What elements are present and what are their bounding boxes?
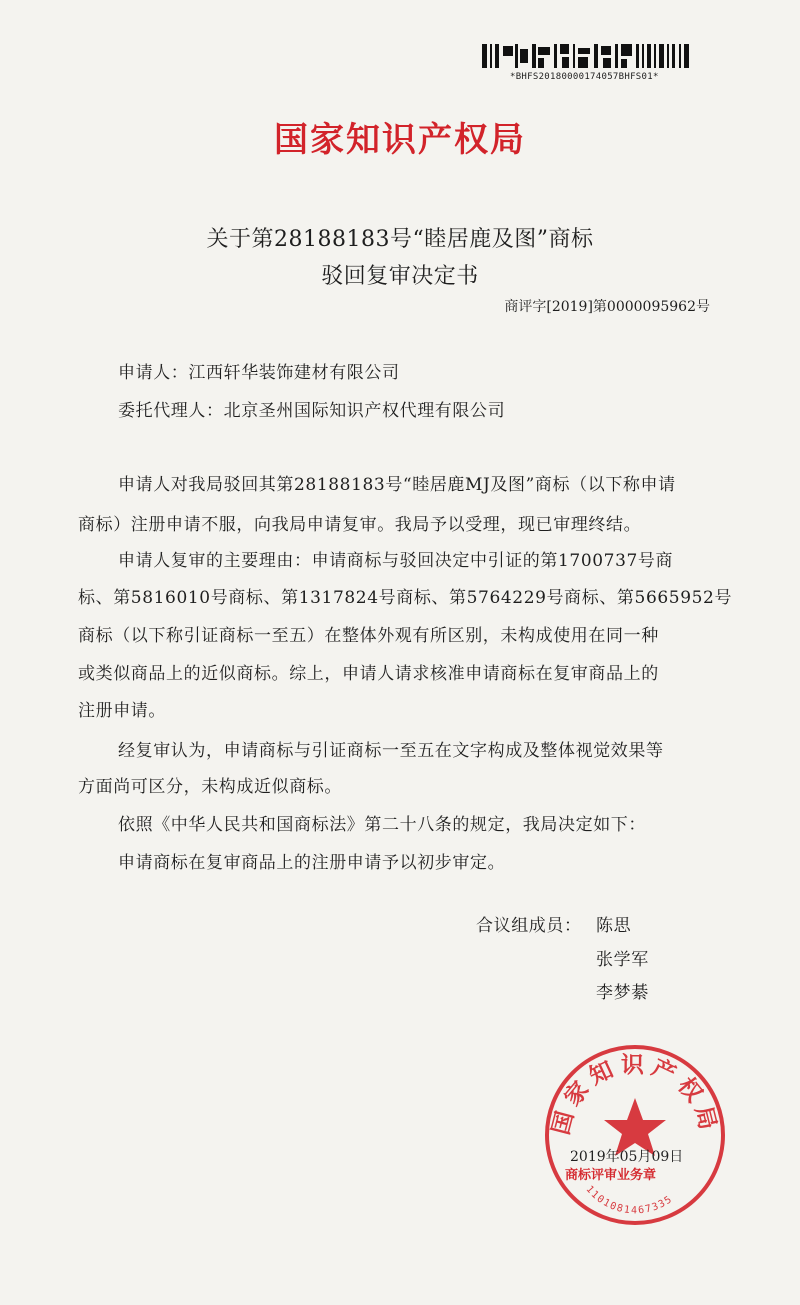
agent-line: 委托代理人：北京圣州国际知识产权代理有限公司 [118,401,506,421]
official-seal [540,1040,730,1230]
body-line: 商标（以下称引证商标一至五）在整体外观有所区别，未构成使用在同一种 [78,626,659,646]
decision-title-line-1: 关于第28188183号“睦居鹿及图”商标 [206,227,594,252]
body-line: 方面尚可区分，未构成近似商标。 [78,777,342,797]
seal-arc-text: 国家知识产权局 [548,1052,722,1139]
body-line: 申请商标在复审商品上的注册申请予以初步审定。 [118,853,506,873]
seal-date: 2019年05月09日 [570,1149,684,1165]
panel-label: 合议组成员： [476,916,582,936]
panel-member: 李梦綦 [596,983,649,1003]
body-line: 申请人复审的主要理由：申请商标与驳回决定中引证的第1700737号商 [118,551,674,571]
svg-text:1101081467335 [583,1184,675,1216]
body-line: 申请人对我局驳回其第28188183号“睦居鹿MJ及图”商标（以下称申请 [118,475,676,495]
barcode-number: *BHFS20180000174057BHFS01* [510,72,659,82]
panel-member: 张学军 [596,950,649,970]
body-line: 依照《中华人民共和国商标法》第二十八条的规定，我局决定如下： [118,815,646,835]
applicant-line: 申请人：江西轩华装饰建材有限公司 [118,363,400,383]
body-line: 商标）注册申请不服，向我局申请复审。我局予以受理，现已审理终结。 [78,515,642,535]
barcode [482,44,692,68]
agency-title: 国家知识产权局 [274,120,526,160]
seal-code: 1101081467335 [583,1183,676,1217]
panel-member: 陈思 [596,916,632,936]
reference-number: 商评字[2019]第0000095962号 [504,299,710,315]
body-line: 经复审认为，申请商标与引证商标一至五在文字构成及整体视觉效果等 [118,741,664,761]
body-line: 注册申请。 [78,701,166,721]
body-line: 标、第5816010号商标、第1317824号商标、第5764229号商标、第5665952号 [78,588,733,608]
seal-office-text: 商标评审业务章 [565,1168,657,1183]
body-line: 或类似商品上的近似商标。综上，申请人请求核准申请商标在复审商品上的 [78,664,659,684]
decision-title-line-2: 驳回复审决定书 [321,264,479,289]
